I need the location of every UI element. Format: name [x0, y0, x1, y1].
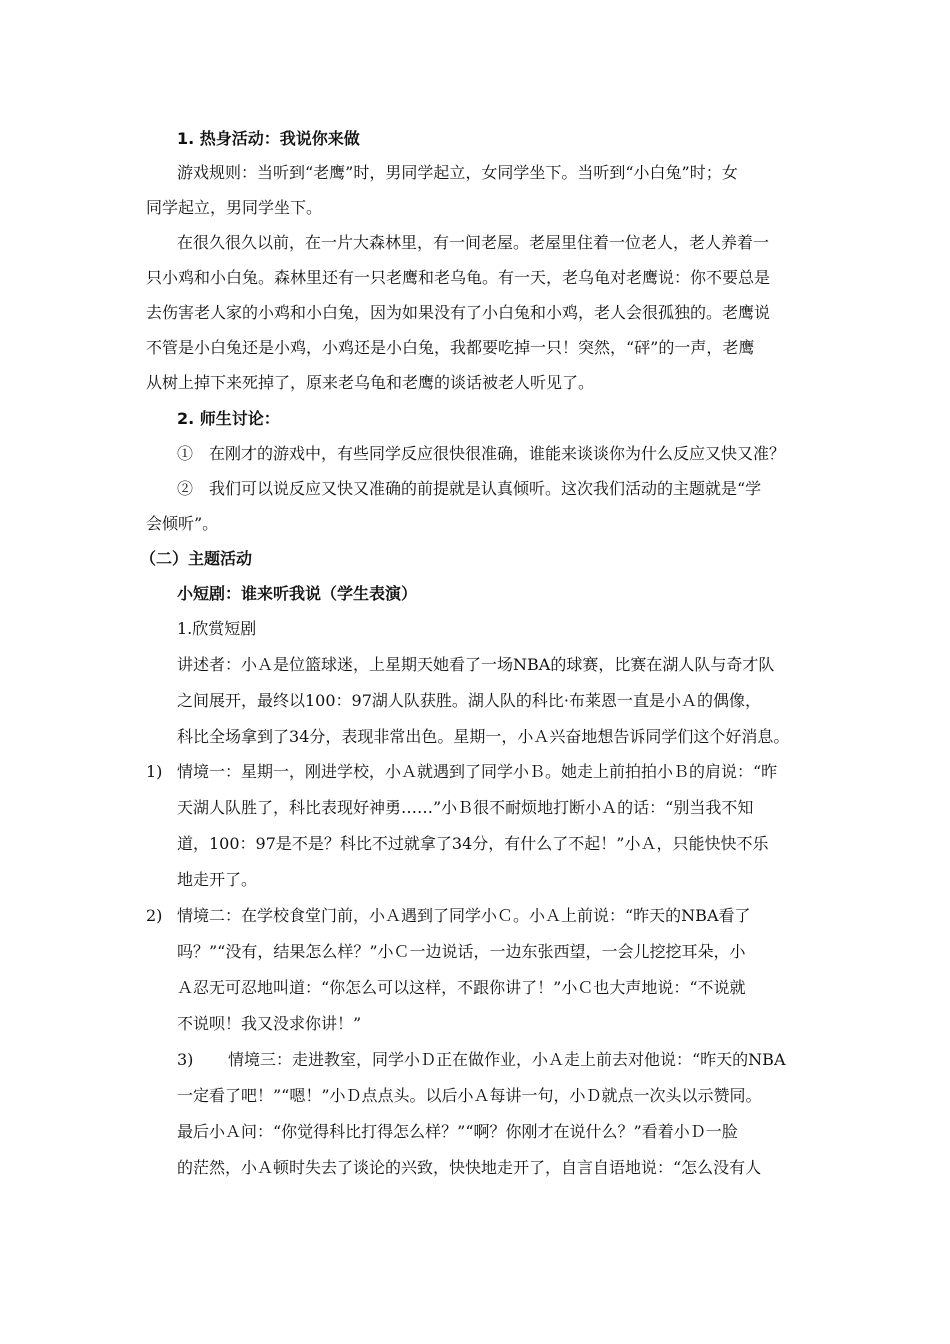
- scene-3-number: 3): [177, 1050, 194, 1069]
- scene-3-line-1: 情境三：走进教室，同学小Ｄ正在做作业，小Ａ走上前去对他说：“昨天的NBA: [228, 1050, 786, 1069]
- scene-1-line-4: 地走开了。: [177, 870, 258, 889]
- scene-1-line-2: 天湖人队胜了，科比表现好神勇……”小Ｂ很不耐烦地打断小Ａ的话：“别当我不知: [177, 798, 754, 817]
- story-line-1: 在很久很久以前，在一片大森林里，有一间老屋。老屋里住着一位老人，老人养着一: [177, 233, 770, 252]
- story-line-4: 不管是小白兔还是小鸡，小鸡还是小白兔，我都要吃掉一只！突然，“砰”的一声，老鹰: [146, 338, 755, 357]
- rules-line-1: 游戏规则：当听到“老鹰”时，男同学起立，女同学坐下。当听到“小白兔”时；女: [177, 163, 738, 182]
- question-2-line-2: 会倾听”。: [146, 514, 219, 533]
- scene-2-line-3: Ａ忍无可忍地叫道：“你怎么可以这样，不跟你讲了！”小Ｃ也大声地说：“不说就: [177, 978, 746, 997]
- skit-title: 小短剧：谁来听我说（学生表演）: [177, 584, 418, 603]
- rules-line-2: 同学起立，男同学坐下。: [146, 198, 323, 217]
- story-line-5: 从树上掉下来死掉了，原来老乌龟和老鹰的谈话被老人听见了。: [146, 373, 595, 392]
- scene-2-line-4: 不说呗！我又没求你讲！”: [177, 1014, 362, 1033]
- heading-theme-activity: （二）主题活动: [140, 549, 253, 568]
- scene-2-line-1: 情境二：在学校食堂门前，小Ａ遇到了同学小Ｃ。小Ａ上前说：“昨天的NBA看了: [177, 906, 751, 925]
- story-line-3: 去伤害老人家的小鸡和小白兔，因为如果没有了小白兔和小鸡，老人会很孤独的。老鹰说: [146, 303, 771, 322]
- narrator-line-2: 之间展开，最终以100：97湖人队获胜。湖人队的科比·布莱恩一直是小Ａ的偶像，: [177, 691, 761, 710]
- subheading-watch-skit: 1.欣赏短剧: [177, 619, 257, 638]
- question-1: ① 在刚才的游戏中，有些同学反应很快很准确，谁能来谈谈你为什么反应又快又准？: [177, 444, 786, 463]
- scene-3-line-2: 一定看了吧！”“嗯！”小Ｄ点点头。以后小Ａ每讲一句，小Ｄ就点一次头以示赞同。: [177, 1086, 762, 1105]
- heading-discussion: 2. 师生讨论：: [177, 409, 280, 428]
- scene-3-line-4: 的茫然，小Ａ顿时失去了谈论的兴致，快快地走开了，自言自语地说：“怎么没有人: [177, 1158, 762, 1177]
- scene-3-line-3: 最后小Ａ问：“你觉得科比打得怎么样？”“啊？你刚才在说什么？”看着小Ｄ一脸: [177, 1122, 738, 1141]
- scene-2-line-2: 吗？”“没有，结果怎么样？”小Ｃ一边说话，一边东张西望，一会儿挖挖耳朵，小: [177, 942, 746, 961]
- narrator-line-1: 讲述者：小Ａ是位篮球迷，上星期天她看了一场NBA的球赛，比赛在湖人队与奇才队: [177, 655, 775, 674]
- scene-1-line-3: 道，100：97是不是？科比不过就拿了34分，有什么了不起！”小Ａ，只能快快不乐: [177, 834, 769, 853]
- scene-1-number: 1): [146, 762, 163, 781]
- question-2-line-1: ② 我们可以说反应又快又准确的前提就是认真倾听。这次我们活动的主题就是“学: [177, 479, 762, 498]
- story-line-2: 只小鸡和小白兔。森林里还有一只老鹰和老乌龟。有一天，老乌龟对老鹰说：你不要总是: [146, 268, 771, 287]
- narrator-line-3: 科比全场拿到了34分，表现非常出色。星期一，小Ａ兴奋地想告诉同学们这个好消息。: [177, 727, 790, 746]
- scene-2-number: 2): [146, 906, 163, 925]
- scene-1-line-1: 情境一：星期一，刚进学校，小Ａ就遇到了同学小Ｂ。她走上前拍拍小Ｂ的肩说：“昨: [177, 762, 778, 781]
- heading-warmup: 1. 热身活动：我说你来做: [177, 129, 360, 148]
